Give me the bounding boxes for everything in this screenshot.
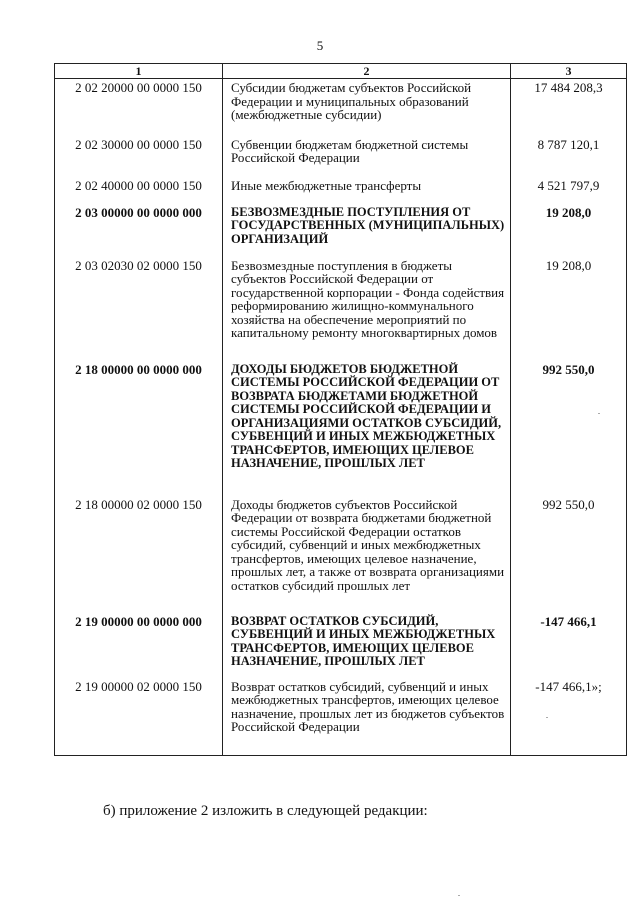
table-row (55, 79, 627, 136)
row-code: 2 02 20000 00 0000 150 (55, 79, 223, 136)
row-amount: 4 521 797,9 (511, 177, 627, 204)
table-row (55, 177, 627, 204)
row-code: 2 18 00000 02 0000 150 (55, 496, 223, 613)
column-header-amount: 3 (511, 64, 627, 79)
column-header-code: 1 (55, 64, 223, 79)
row-code: 2 02 30000 00 0000 150 (55, 136, 223, 177)
row-description: Иные межбюджетные трансферты (223, 177, 511, 204)
scan-speck (546, 717, 548, 718)
scan-speck (598, 413, 600, 414)
page-number: 5 (316, 38, 324, 53)
row-description: Субвенции бюджетам бюджетной системы Российской Федерации (223, 136, 511, 177)
column-header-description: 2 (223, 64, 511, 79)
row-code: 2 18 00000 00 0000 000 (55, 361, 223, 496)
row-amount: 17 484 208,3 (511, 79, 627, 136)
table-row (55, 678, 627, 756)
table-row (55, 613, 627, 678)
table-row (55, 257, 627, 361)
table-row (55, 496, 627, 613)
row-description: Субсидии бюджетам субъектов Российской Федерации и муниципальных образований (межбюджетные субсидии) (223, 79, 511, 136)
scan-speck (458, 895, 460, 896)
table-row (55, 361, 627, 496)
table-header-row (55, 64, 627, 79)
row-code: 2 19 00000 02 0000 150 (55, 678, 223, 756)
row-description: Доходы бюджетов субъектов Российской Федерации от возврата бюджетами бюджетной системы Российской Федерации остатков субсидий, субвенций и иных межбюджетных трансфертов, имеющих целевое назначение, прошлых лет, а также от возврата организациями остатков субсидий прошлых лет (223, 496, 511, 613)
row-code: 2 02 40000 00 0000 150 (55, 177, 223, 204)
row-amount: 8 787 120,1 (511, 136, 627, 177)
row-amount: 992 550,0 (511, 361, 627, 496)
budget-table (54, 63, 627, 756)
row-description: Безвозмездные поступления в бюджеты субъектов Российской Федерации от государственной корпорации - Фонда содействия реформированию жилищно-коммунального хозяйства на обеспечение мероприятий по капитальному ремонту многоквартирных домов (223, 257, 511, 361)
table-row (55, 204, 627, 257)
row-description: ВОЗВРАТ ОСТАТКОВ СУБСИДИЙ, СУБВЕНЦИЙ И ИНЫХ МЕЖБЮДЖЕТНЫХ ТРАНСФЕРТОВ, ИМЕЮЩИХ ЦЕЛЕВОЕ НАЗНАЧЕНИЕ, ПРОШЛЫХ ЛЕТ (223, 613, 511, 678)
row-code: 2 19 00000 00 0000 000 (55, 613, 223, 678)
row-description: Возврат остатков субсидий, субвенций и иных межбюджетных трансфертов, имеющих целевое назначение, прошлых лет из бюджетов субъектов Российской Федерации (223, 678, 511, 756)
row-amount: 992 550,0 (511, 496, 627, 613)
row-amount: -147 466,1 (511, 613, 627, 678)
instruction-paragraph: б) приложение 2 изложить в следующей редакции: (103, 803, 428, 819)
row-code: 2 03 02030 02 0000 150 (55, 257, 223, 361)
row-code: 2 03 00000 00 0000 000 (55, 204, 223, 257)
table-row (55, 136, 627, 177)
row-amount: 19 208,0 (511, 204, 627, 257)
row-amount: 19 208,0 (511, 257, 627, 361)
row-amount: -147 466,1»; (511, 678, 627, 756)
row-description: БЕЗВОЗМЕЗДНЫЕ ПОСТУПЛЕНИЯ ОТ ГОСУДАРСТВЕННЫХ (МУНИЦИПАЛЬНЫХ) ОРГАНИЗАЦИЙ (223, 204, 511, 257)
row-description: ДОХОДЫ БЮДЖЕТОВ БЮДЖЕТНОЙ СИСТЕМЫ РОССИЙСКОЙ ФЕДЕРАЦИИ ОТ ВОЗВРАТА БЮДЖЕТАМИ БЮДЖЕТНОЙ СИСТЕМЫ РОССИЙСКОЙ ФЕДЕРАЦИИ И ОРГАНИЗАЦИЯМИ ОСТАТКОВ СУБСИДИЙ, СУБВЕНЦИЙ И ИНЫХ МЕЖБЮДЖЕТНЫХ ТРАНСФЕРТОВ, ИМЕЮЩИХ ЦЕЛЕВОЕ НАЗНАЧЕНИЕ, ПРОШЛЫХ ЛЕТ (223, 361, 511, 496)
